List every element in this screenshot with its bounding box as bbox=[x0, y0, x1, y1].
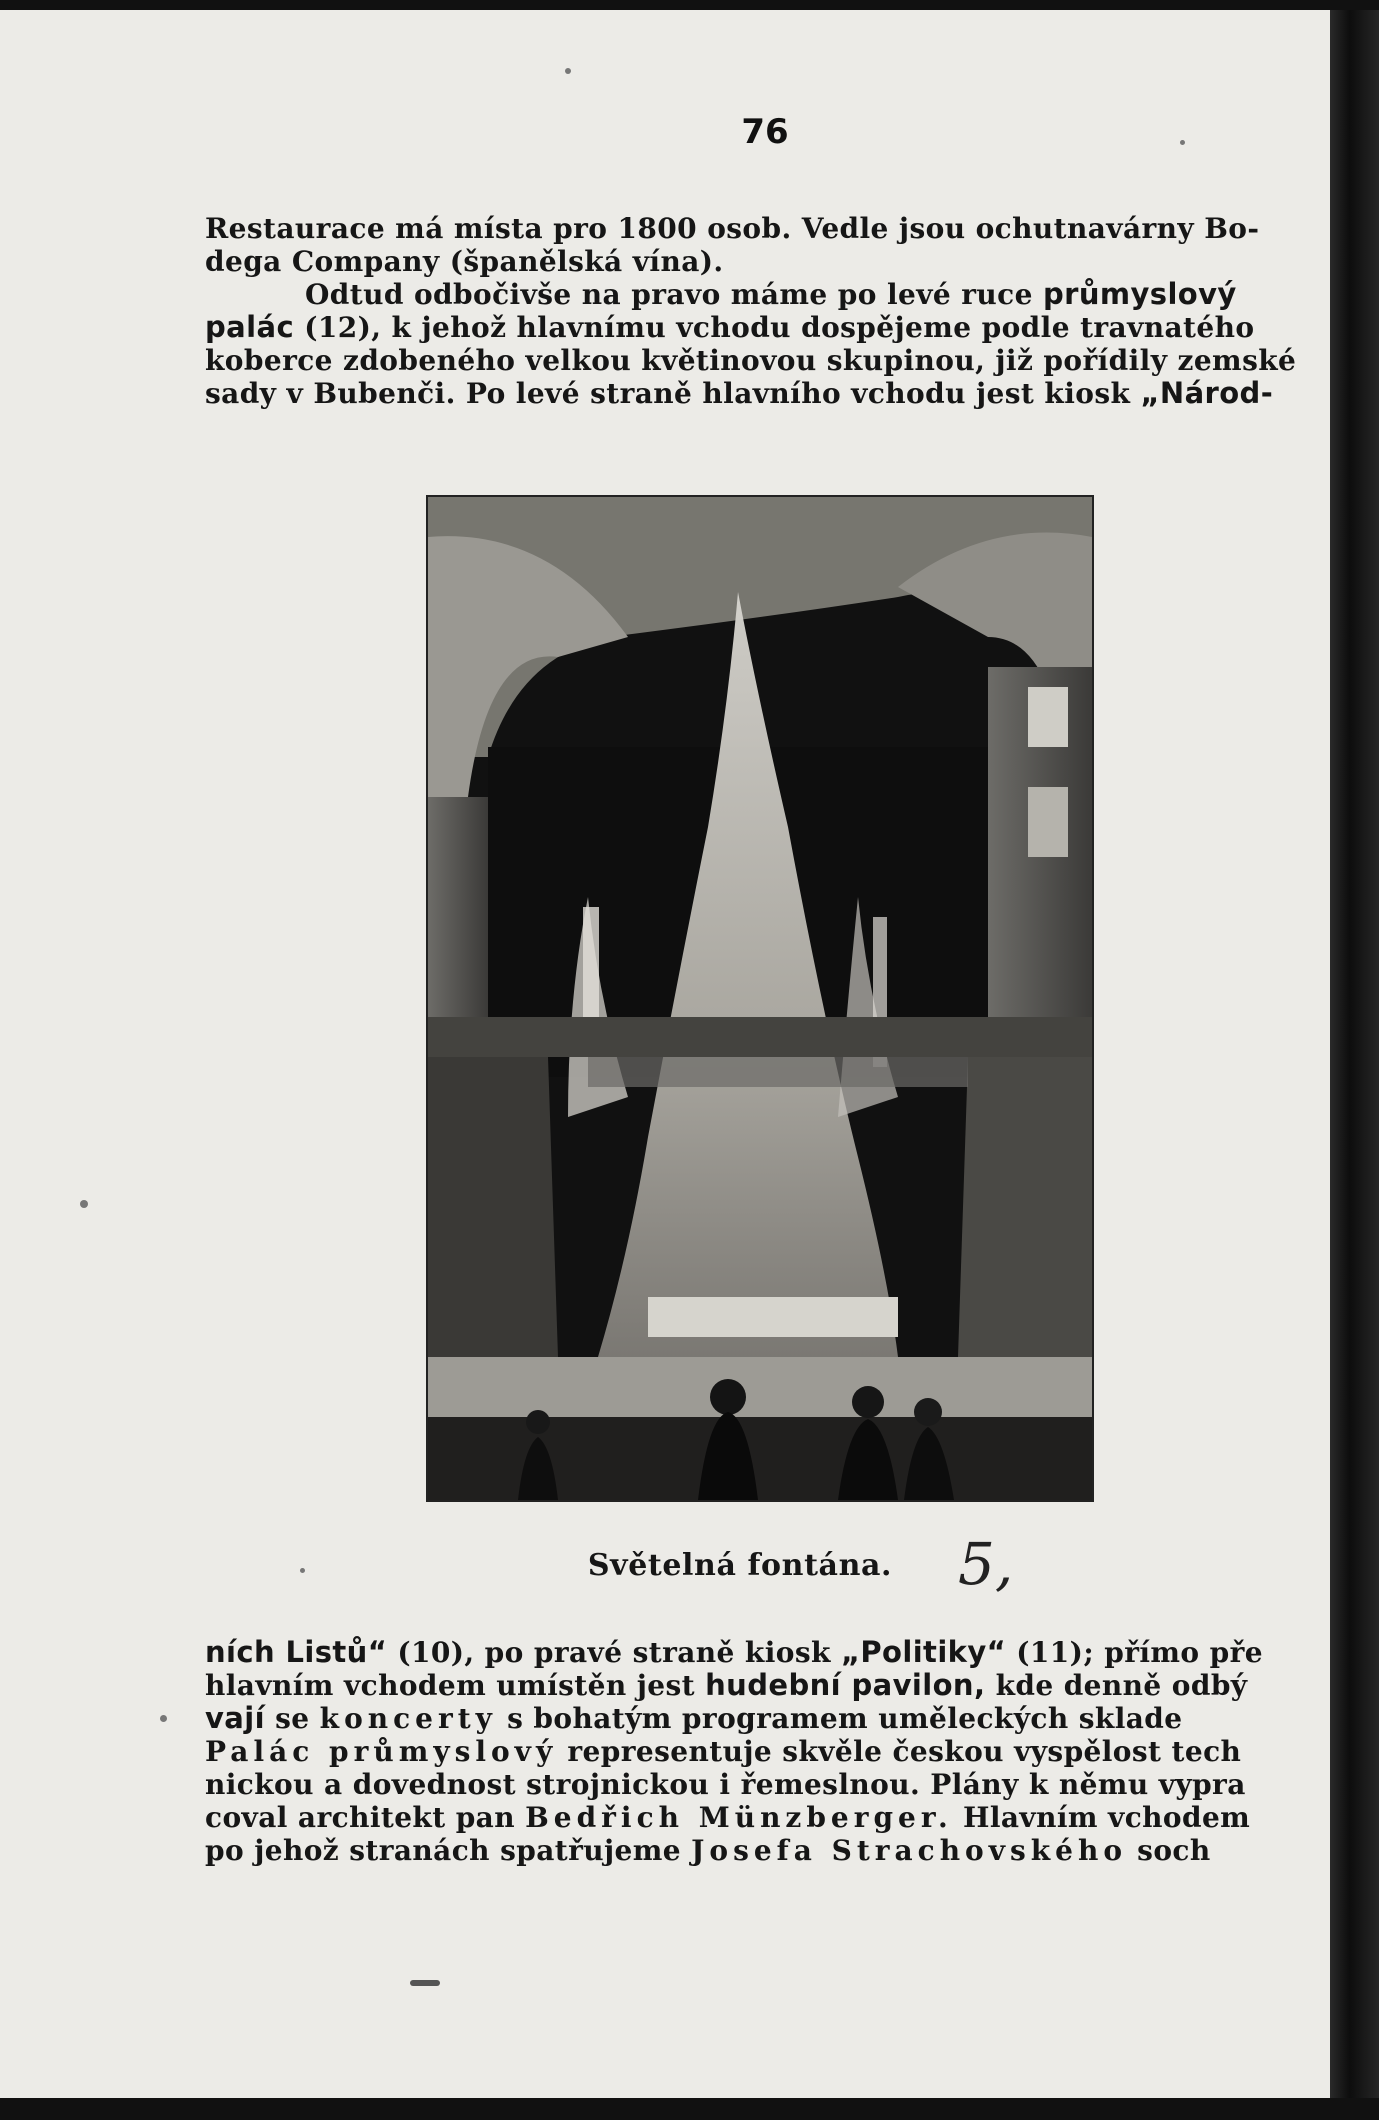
scan-dark-edge-right bbox=[1330, 0, 1379, 2120]
print-speck bbox=[410, 1980, 440, 1986]
print-speck bbox=[160, 1715, 167, 1722]
text-line: koberce zdobeného velkou květinovou skupinou, již pořídily zemské bbox=[205, 344, 1297, 377]
bold-term: „Národ- bbox=[1140, 377, 1274, 410]
text-span: se bbox=[275, 1702, 310, 1735]
text-span: coval architekt pan bbox=[205, 1801, 515, 1834]
text-line bbox=[205, 311, 1310, 344]
paragraph-top bbox=[205, 212, 1310, 278]
figure-caption: Světelná fontána. bbox=[587, 1548, 893, 1583]
text-line bbox=[205, 1834, 1330, 1867]
text-span: (11); přímo pře bbox=[1016, 1636, 1263, 1669]
text-span: soch bbox=[1137, 1834, 1211, 1867]
fountain-photograph bbox=[426, 495, 1094, 1502]
print-speck bbox=[565, 68, 571, 74]
bold-term: průmyslový bbox=[1042, 278, 1237, 311]
spaced-term: Josefa Strachovského bbox=[691, 1834, 1128, 1867]
bold-term: vají bbox=[205, 1702, 265, 1735]
text-span: kde denně odbý bbox=[995, 1669, 1248, 1702]
text-line bbox=[205, 1801, 1330, 1834]
print-speck bbox=[300, 1568, 305, 1573]
text-span: Odtud odbočivše na pravo máme po levé ruce bbox=[305, 278, 1033, 311]
text-line: nickou a dovednost strojnickou i řemeslnou. Plány k němu vypra bbox=[205, 1768, 1246, 1801]
text-line bbox=[205, 1636, 1330, 1669]
text-span: representuje skvěle českou vyspělost tech bbox=[567, 1735, 1242, 1768]
scan-dark-edge-bottom bbox=[0, 2098, 1379, 2120]
text-line bbox=[205, 1702, 1330, 1735]
text-line bbox=[205, 278, 1310, 311]
text-span: (12), k jehož hlavnímu vchodu dospějeme podle travnatého bbox=[304, 311, 1255, 344]
paragraph-second bbox=[205, 278, 1310, 410]
handwritten-page-mark bbox=[952, 1522, 1042, 1602]
bold-term: palác bbox=[205, 311, 295, 344]
page-number: 76 bbox=[741, 112, 789, 152]
text-span: sady v Bubenči. Po levé straně hlavního vchodu jest kiosk bbox=[205, 377, 1131, 410]
bold-term: hudební pavilon, bbox=[705, 1669, 986, 1702]
bold-term: „Politiky“ bbox=[840, 1636, 1007, 1669]
text-line bbox=[205, 377, 1310, 410]
text-span: hlavním vchodem umístěn jest bbox=[205, 1669, 695, 1702]
bold-term: ních Listů“ bbox=[205, 1636, 388, 1669]
text-line bbox=[205, 1735, 1330, 1768]
text-span: Hlavním vchodem bbox=[962, 1801, 1251, 1834]
scan-dark-edge-top bbox=[0, 0, 1379, 10]
text-line bbox=[205, 1669, 1330, 1702]
print-speck bbox=[1180, 140, 1185, 145]
text-line: dega Company (španělská vína). bbox=[205, 245, 724, 278]
text-span: s bohatým programem uměleckých sklade bbox=[507, 1702, 1183, 1735]
print-speck bbox=[80, 1200, 88, 1208]
text-span: po jehož stranách spatřujeme bbox=[205, 1834, 681, 1867]
handwritten-mark-text: 5, bbox=[958, 1530, 1014, 1598]
spaced-term: koncerty bbox=[319, 1702, 497, 1735]
fountain-photo-image bbox=[428, 497, 1092, 1500]
text-line: Restaurace má místa pro 1800 osob. Vedle jsou ochutnavárny Bo- bbox=[205, 212, 1260, 245]
spaced-term: Palác průmyslový bbox=[205, 1735, 558, 1768]
text-span: (10), po pravé straně kiosk bbox=[397, 1636, 831, 1669]
paragraph-bottom bbox=[205, 1636, 1330, 1867]
spaced-term: Bedřich Münzberger. bbox=[525, 1801, 953, 1834]
